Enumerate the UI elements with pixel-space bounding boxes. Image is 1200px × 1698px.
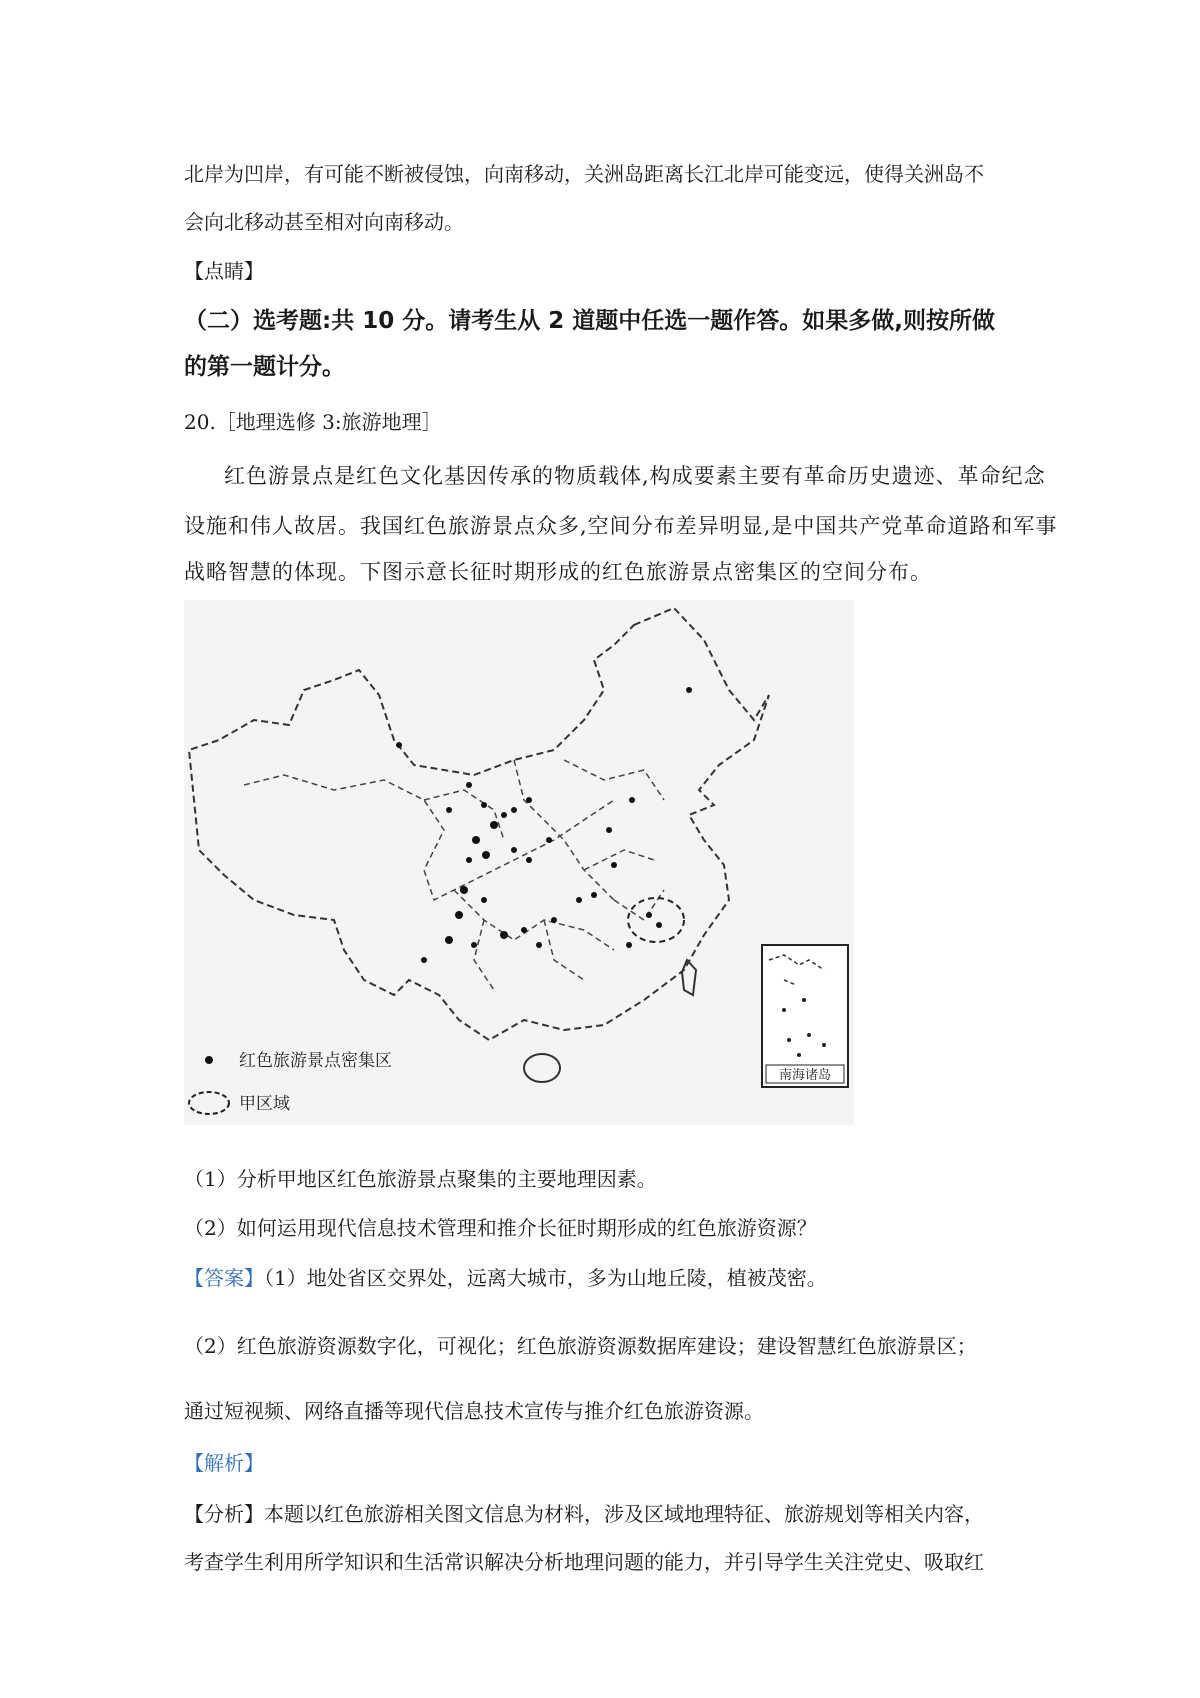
cluster-dot [591, 892, 597, 898]
section-heading-cont: 的第一题计分。 [184, 354, 345, 380]
question-title: 20.［地理选修 3:旅游地理］ [184, 410, 442, 434]
cluster-dot [626, 942, 632, 948]
legend-dot-icon [205, 1056, 213, 1064]
cluster-dot [521, 927, 527, 933]
cluster-dot [629, 797, 635, 803]
cluster-dot [446, 807, 452, 813]
answer-tag: 【答案】 [184, 1266, 264, 1290]
cluster-dot [546, 837, 552, 843]
cluster-dot [481, 897, 487, 903]
intro-paragraph: 红色游景点是红色文化基因传承的物质载体,构成要素主要有革命历史遗迹、革命纪念 [224, 464, 1046, 488]
answer-line: 通过短视频、网络直播等现代信息技术宣传与推介红色旅游资源。 [184, 1399, 764, 1423]
question-2: （2）如何运用现代信息技术管理和推介长征时期形成的红色旅游资源？ [184, 1216, 817, 1240]
cluster-dot [526, 797, 532, 803]
cluster-dot [471, 942, 477, 948]
text-line: 会向北移动甚至相对向南移动。 [184, 210, 464, 234]
analysis-line: 【分析】本题以红色旅游相关图文信息为材料，涉及区域地理特征、旅游规划等相关内容， [184, 1502, 984, 1526]
answer-line: （2）红色旅游资源数字化，可视化；红色旅游资源数据库建设；建设智慧红色旅游景区； [184, 1334, 977, 1358]
legend-dot-label: 红色旅游景点密集区 [239, 1051, 392, 1071]
section-heading: （二）选考题:共 10 分。请考生从 2 道题中任选一题作答。如果多做,则按所做 [184, 308, 995, 334]
cluster-dot [536, 942, 542, 948]
cluster-dot [611, 862, 617, 868]
jiexi-tag: 【解析】 [184, 1451, 264, 1475]
cluster-dot [686, 687, 692, 693]
answer-line [184, 1262, 827, 1291]
analysis-line: 考查学生利用所学知识和生活常识解决分析地理问题的能力，并引导学生关注党史、吸取红 [184, 1550, 984, 1574]
cluster-dot [445, 936, 453, 944]
text-line: 北岸为凹岸，有可能不断被侵蚀，向南移动，关洲岛距离长江北岸可能变远，使得关洲岛不 [184, 162, 984, 186]
cluster-dot [472, 836, 480, 844]
cluster-dot [466, 857, 472, 863]
cluster-dot [490, 821, 498, 829]
cluster-dot [646, 912, 652, 918]
cluster-dot [551, 917, 557, 923]
dianjing-heading: 【点睛】 [184, 259, 264, 283]
cluster-dot [500, 931, 508, 939]
cluster-dot [482, 851, 490, 859]
legend-area-label: 甲区域 [239, 1094, 290, 1114]
cluster-dot [396, 742, 402, 748]
inset-label: 南海诸岛 [778, 1068, 832, 1083]
cluster-dot [481, 802, 487, 808]
answer-text: （1）地处省区交界处，远离大城市，多为山地丘陵，植被茂密。 [264, 1266, 827, 1290]
intro-paragraph: 设施和伟人故居。我国红色旅游景点众多,空间分布差异明显,是中国共产党革命道路和军事 [184, 514, 1058, 538]
cluster-dot [576, 897, 582, 903]
intro-paragraph: 战略智慧的体现。下图示意长征时期形成的红色旅游景点密集区的空间分布。 [184, 560, 932, 584]
cluster-dot [466, 782, 472, 788]
cluster-dot [460, 886, 468, 894]
china-map-figure [184, 600, 854, 1125]
cluster-dot [606, 827, 612, 833]
cluster-dot [511, 807, 517, 813]
cluster-dot [501, 812, 507, 818]
cluster-dot [455, 911, 463, 919]
cluster-dot [421, 957, 427, 963]
cluster-dot [526, 857, 532, 863]
question-1: （1）分析甲地区红色旅游景点聚集的主要地理因素。 [184, 1167, 657, 1191]
cluster-dot [656, 922, 662, 928]
cluster-dot [511, 847, 517, 853]
